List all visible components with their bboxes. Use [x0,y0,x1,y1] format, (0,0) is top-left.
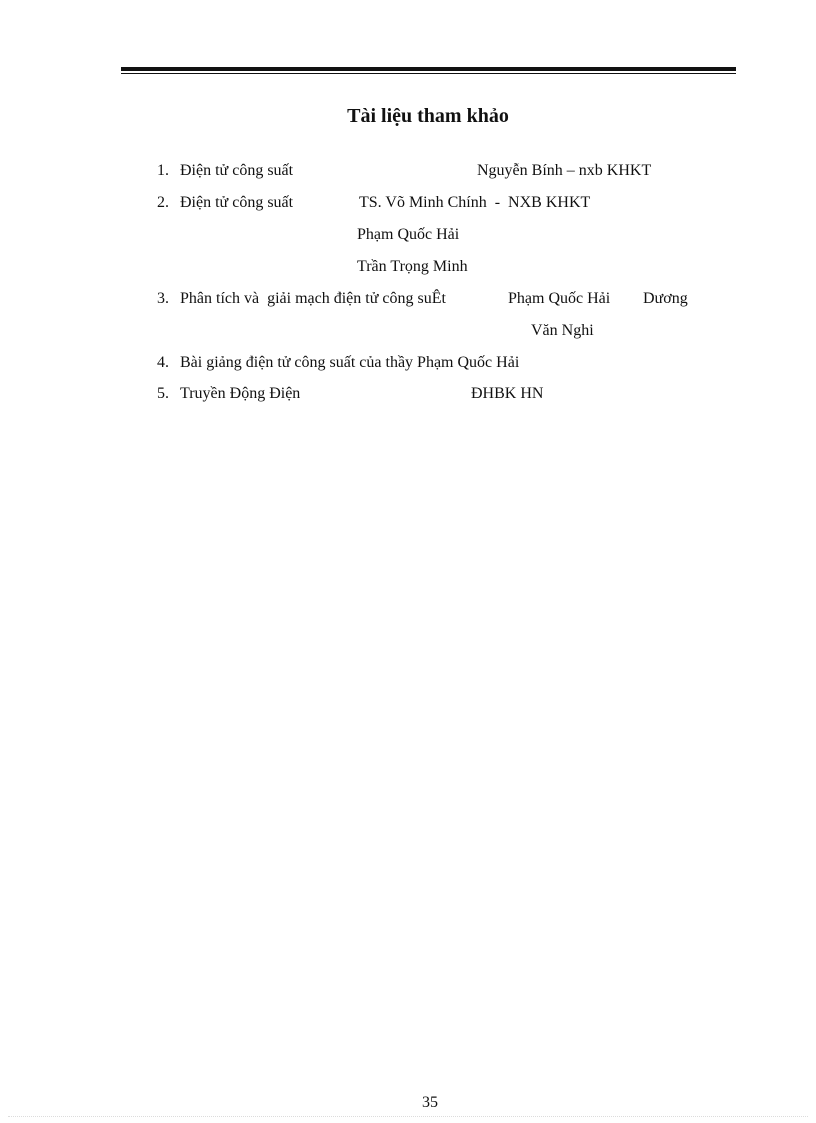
reference-number: 3. [157,290,169,307]
reference-coauthor-part2: Văn Nghi [531,322,594,339]
reference-number: 5. [157,385,169,402]
reference-title: Bài giảng điện tử công suất của thầy Phạm Quốc Hải [180,354,520,371]
reference-number: 2. [157,194,169,211]
reference-title: Truyền Động Điện [180,385,301,402]
reference-title: Phân tích và giải mạch điện tử công suÊt [180,290,446,307]
page-number: 35 [422,1094,438,1111]
page-title: Tài liệu tham khảo [347,105,509,127]
reference-coauthor-part1: Dương [643,290,688,307]
reference-title: Điện tử công suất [180,194,294,211]
header-rule-thin [121,73,736,74]
reference-coauthor: Trần Trọng Minh [357,258,468,275]
reference-author-publisher: TS. Võ Minh Chính - NXB KHKT [359,194,591,211]
reference-title: Điện tử công suất [180,162,294,179]
reference-number: 4. [157,354,169,371]
reference-publisher: ĐHBK HN [471,385,544,402]
reference-author: Phạm Quốc Hải [508,290,611,307]
reference-number: 1. [157,162,169,179]
reference-author-publisher: Nguyễn Bính – nxb KHKT [477,162,652,179]
header-rule-thick [121,67,736,71]
reference-coauthor: Phạm Quốc Hải [357,226,460,243]
footer-dotted-rule [8,1116,808,1117]
